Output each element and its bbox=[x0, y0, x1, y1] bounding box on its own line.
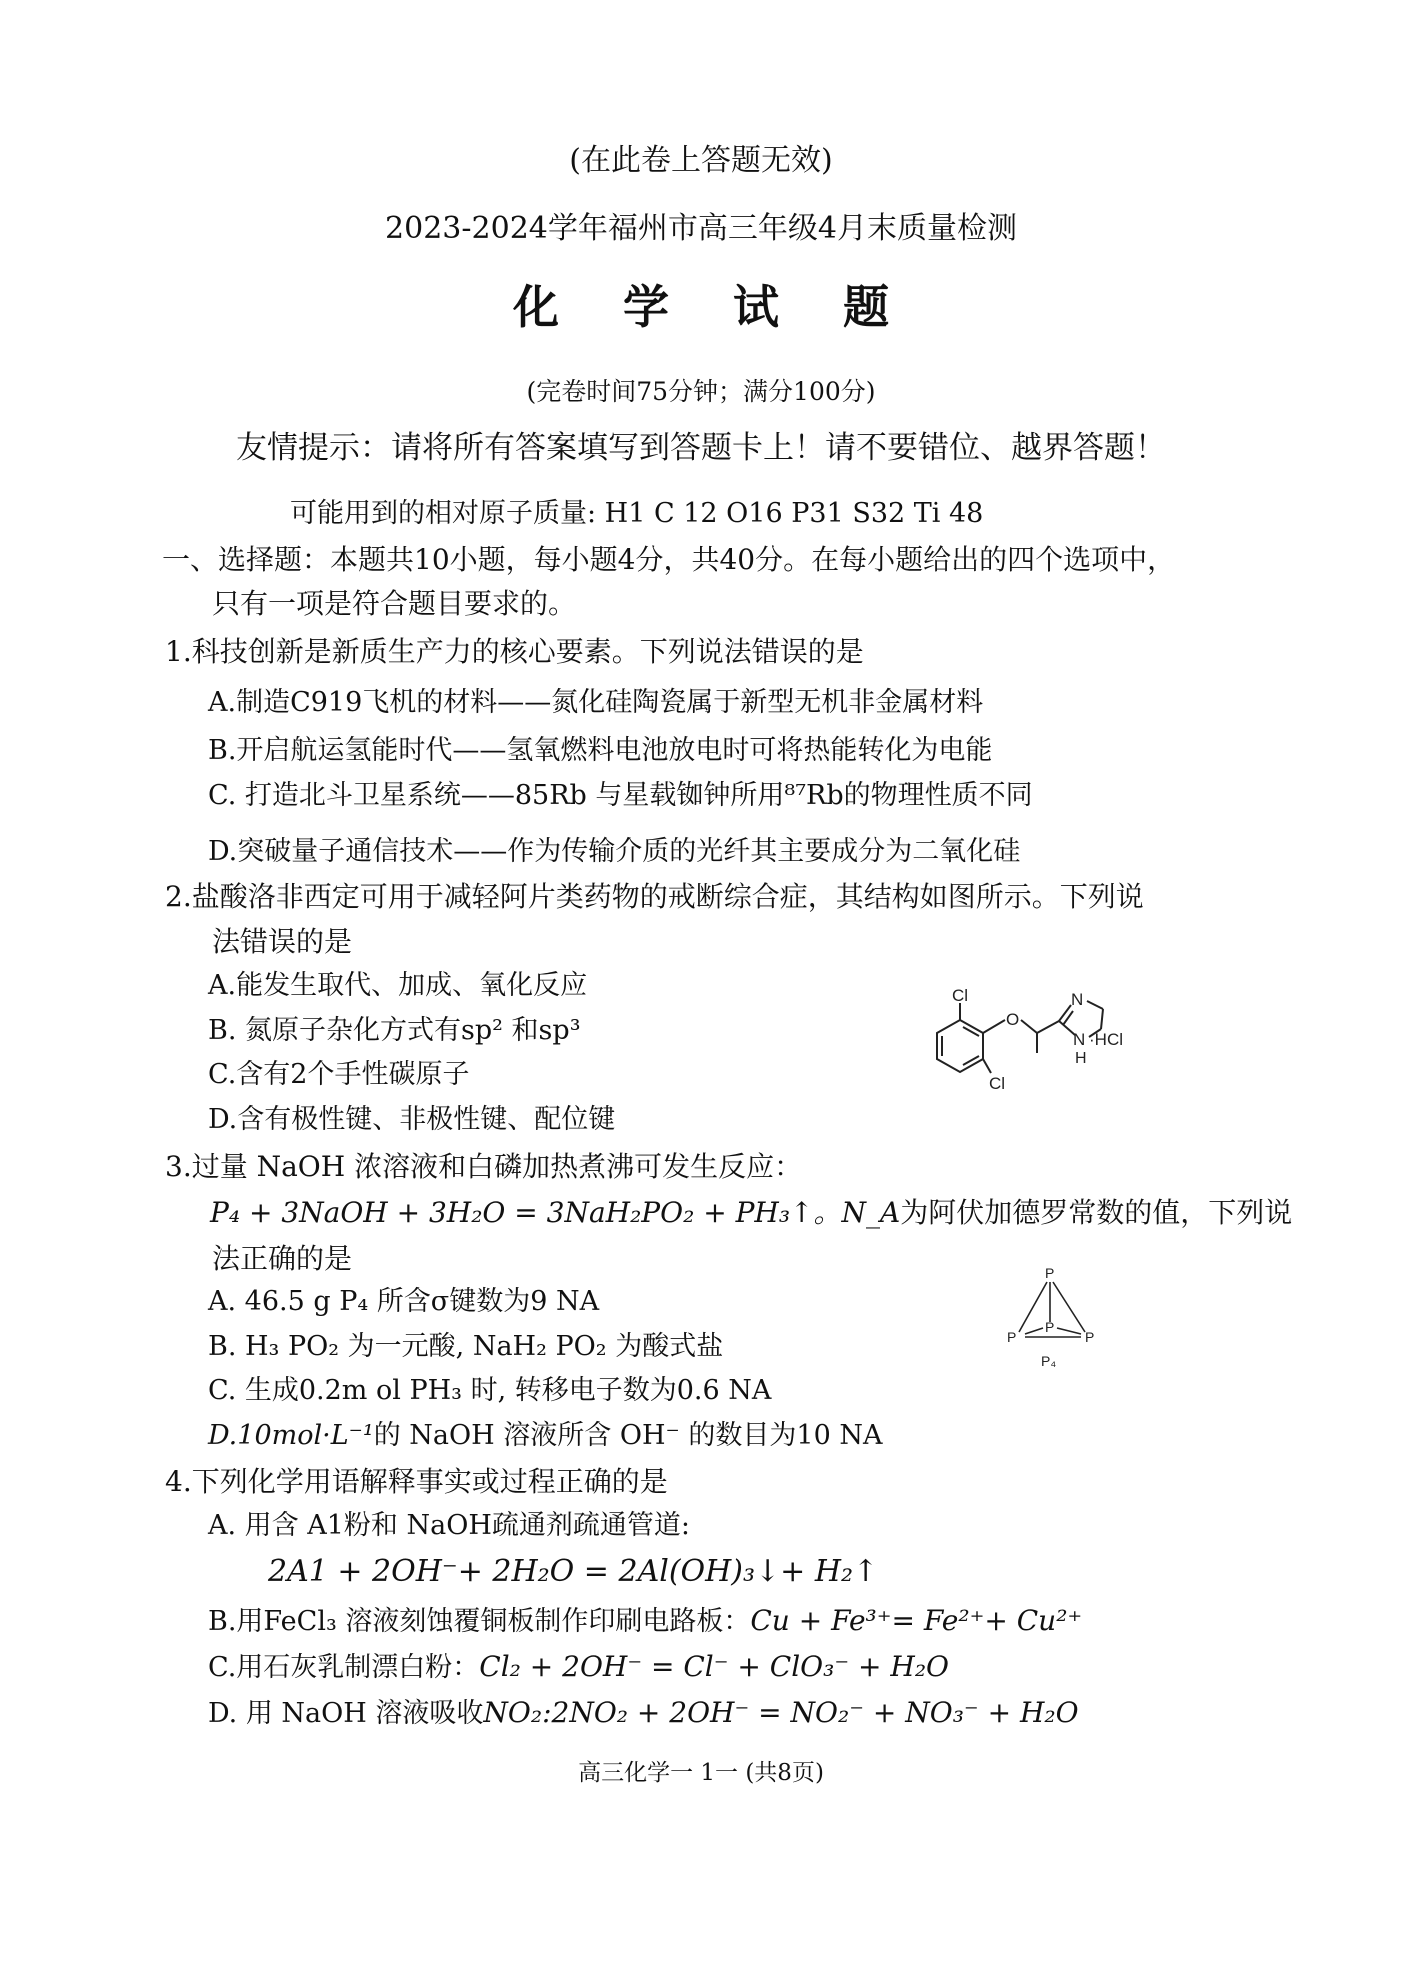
page-footer: 高三化学一 1一 (共8页) bbox=[578, 1760, 824, 1786]
q2-option-a: A.能发生取代、加成、氧化反应 bbox=[208, 970, 588, 1001]
q2-option-c: C.含有2个手性碳原子 bbox=[208, 1059, 470, 1090]
section-heading-line2: 只有一项是符合题目要求的。 bbox=[212, 587, 577, 620]
q4-option-a: A. 用含 A1粉和 NaOH疏通剂疏通管道: bbox=[208, 1510, 691, 1541]
phosphorus-label: P bbox=[1007, 1329, 1017, 1345]
chlorine-label: Cl bbox=[989, 1074, 1006, 1093]
q4-option-d-text: D. 用 NaOH 溶液吸收 bbox=[208, 1698, 484, 1729]
q4-option-d-equation: NO₂:2NO₂ + 2OH⁻ = NO₂⁻ + NO₃⁻ + H₂O bbox=[483, 1696, 1079, 1729]
phosphorus-label: P bbox=[1045, 1319, 1055, 1335]
q4-option-c-text: C.用石灰乳制漂白粉： bbox=[208, 1652, 480, 1683]
phosphorus-label: P bbox=[1085, 1329, 1095, 1345]
q1-option-d: D.突破量子通信技术——作为传输介质的光纤其主要成分为二氧化硅 bbox=[208, 836, 1021, 867]
lofexidine-structure-figure bbox=[925, 985, 1165, 1105]
chlorine-label: Cl bbox=[952, 986, 969, 1005]
q3-stem-line3: 法正确的是 bbox=[212, 1242, 353, 1275]
q3-option-d-formula: D.10mol·L⁻¹ bbox=[208, 1420, 374, 1451]
p4-structure-figure bbox=[995, 1262, 1115, 1374]
q4-option-b-equation: Cu + Fe³⁺= Fe²⁺+ Cu²⁺ bbox=[750, 1604, 1083, 1637]
notice: (在此卷上答题无效) bbox=[569, 143, 833, 178]
q4-option-d bbox=[208, 1696, 1079, 1730]
q3-option-d-text: 的 NaOH 溶液所含 OH⁻ 的数目为10 NA bbox=[373, 1420, 883, 1451]
q3-option-b: B. H₃ PO₂ 为一元酸, NaH₂ PO₂ 为酸式盐 bbox=[208, 1331, 724, 1362]
duration: (完卷时间75分钟；满分100分) bbox=[526, 377, 876, 406]
q4-option-b-text: B.用FeCl₃ 溶液刻蚀覆铜板制作印刷电路板： bbox=[208, 1606, 751, 1637]
oxygen-label: O bbox=[1006, 1010, 1020, 1029]
q4-option-c-equation: Cl₂ + 2OH⁻ = Cl⁻ + ClO₃⁻ + H₂O bbox=[479, 1650, 949, 1683]
q2-stem-line2: 法错误的是 bbox=[212, 925, 353, 958]
tip: 友情提示：请将所有答案填写到答题卡上！请不要错位、越界答题！ bbox=[236, 430, 1166, 466]
figure-caption: P₄ bbox=[1041, 1353, 1057, 1369]
q1-option-a: A.制造C919飞机的材料——氮化硅陶瓷属于新型无机非金属材料 bbox=[208, 687, 984, 718]
exam-name: 2023-2024学年福州市高三年级4月末质量检测 bbox=[385, 211, 1017, 246]
q1-option-b: B.开启航运氢能时代——氢氧燃料电池放电时可将热能转化为电能 bbox=[208, 735, 993, 766]
q2-option-d: D.含有极性键、非极性键、配位键 bbox=[208, 1104, 616, 1135]
atomic-masses: 可能用到的相对原子质量: H1 C 12 O16 P31 S32 Ti 48 bbox=[290, 498, 984, 529]
q4-option-a-equation: 2A1 + 2OH⁻+ 2H₂O = 2Al(OH)₃↓+ H₂↑ bbox=[268, 1554, 879, 1589]
q3-stem: 3.过量 NaOH 浓溶液和白磷加热煮沸可发生反应： bbox=[165, 1150, 803, 1183]
hydrogen-label: H bbox=[1075, 1050, 1087, 1067]
q3-equation-line bbox=[210, 1196, 1292, 1230]
q1-option-c: C. 打造北斗卫星系统——85Rb 与星载铷钟所用⁸⁷Rb的物理性质不同 bbox=[208, 780, 1033, 811]
q2-option-b: B. 氮原子杂化方式有sp² 和sp³ bbox=[208, 1015, 581, 1046]
hcl-label: ·HCl bbox=[1089, 1030, 1123, 1049]
q3-option-d bbox=[208, 1420, 882, 1452]
q4-stem: 4.下列化学用语解释事实或过程正确的是 bbox=[165, 1465, 668, 1498]
page-title: 化 学 试 题 bbox=[512, 280, 914, 334]
phosphorus-label: P bbox=[1045, 1265, 1055, 1281]
section-heading: 一、选择题：本题共10小题，每小题4分，共40分。在每小题给出的四个选项中， bbox=[162, 543, 1176, 576]
q3-equation: P₄ + 3NaOH + 3H₂O = 3NaH₂PO₂ + PH₃↑。N_A bbox=[210, 1196, 901, 1229]
q4-option-c bbox=[208, 1650, 949, 1684]
q1-stem: 1.科技创新是新质生产力的核心要素。下列说法错误的是 bbox=[165, 635, 864, 668]
nitrogen-label: N bbox=[1073, 1030, 1086, 1049]
q3-option-a: A. 46.5 g P₄ 所含σ键数为9 NA bbox=[208, 1286, 600, 1317]
q3-stem-tail: 为阿伏加德罗常数的值，下列说 bbox=[900, 1196, 1293, 1229]
nitrogen-label: N bbox=[1071, 990, 1084, 1009]
q3-option-c: C. 生成0.2m ol PH₃ 时, 转移电子数为0.6 NA bbox=[208, 1375, 772, 1406]
q2-stem: 2.盐酸洛非西定可用于减轻阿片类药物的戒断综合症，其结构如图所示。下列说 bbox=[165, 880, 1144, 913]
q4-option-b bbox=[208, 1604, 1082, 1638]
